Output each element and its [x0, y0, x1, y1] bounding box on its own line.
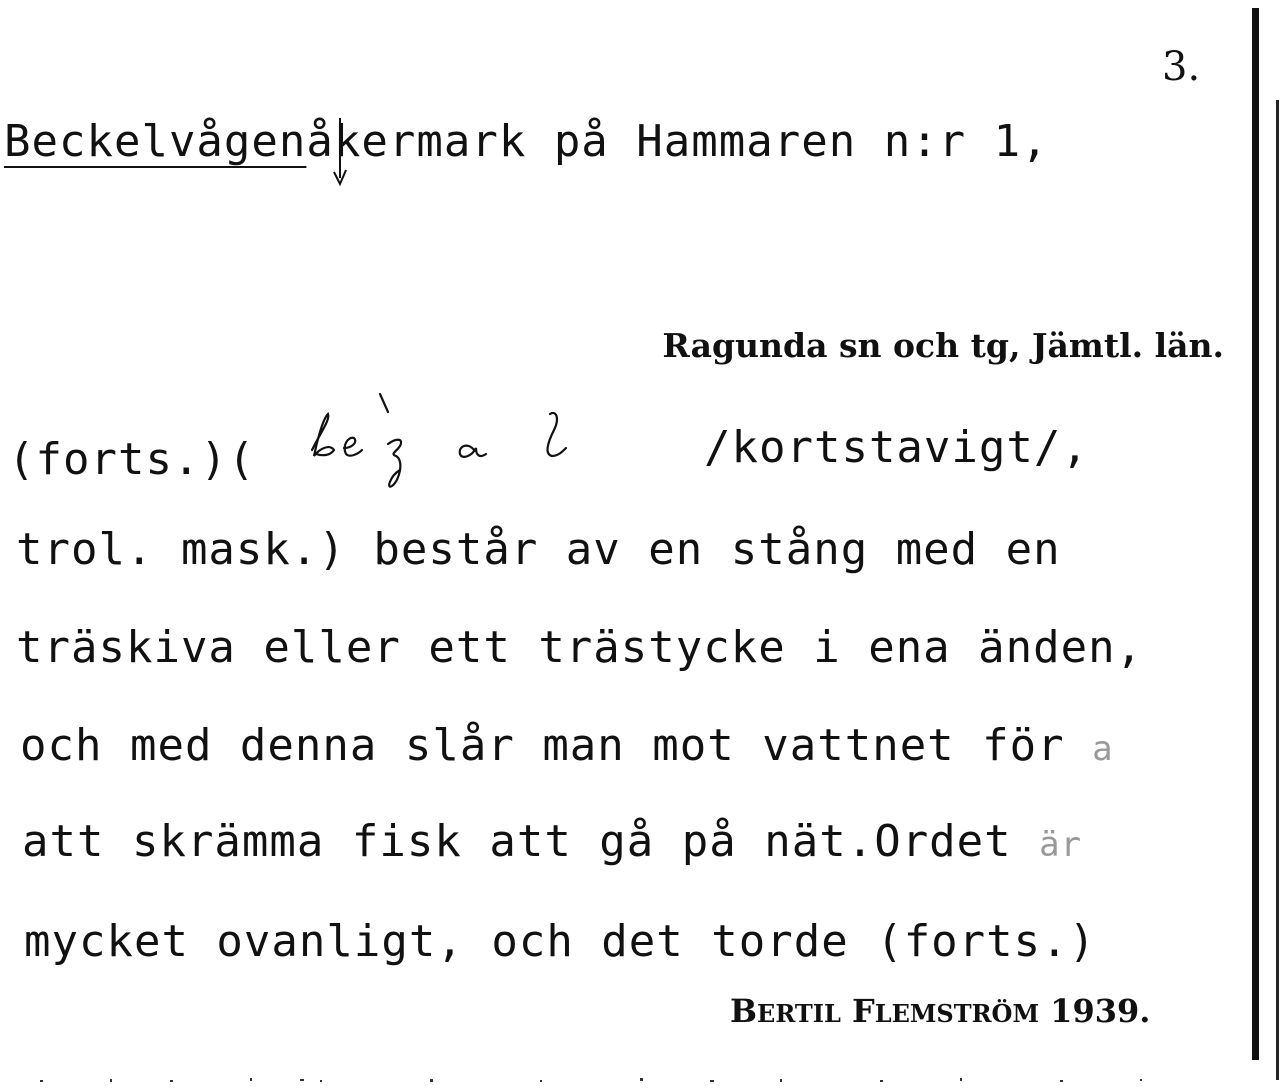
text-line-6: mycket ovanligt, och det torde (forts.): [24, 916, 1097, 967]
text-line-1-continued: /kortstavigt/,: [704, 422, 1089, 473]
text-line-5: [22, 816, 1083, 867]
handwritten-word: [304, 390, 594, 500]
text-line-4-faint-end: a: [1092, 729, 1114, 769]
insertion-caret-mark: [330, 112, 358, 192]
card-edge-line: [1252, 8, 1259, 1060]
text-line-4-main: och med denna slår man mot vattnet för: [20, 720, 1093, 771]
headword: Beckelvågen: [4, 116, 307, 167]
text-line-5-faint-end: är: [1039, 825, 1083, 865]
location-heading: Ragunda sn och tg, Jämtl. län.: [662, 326, 1224, 365]
card-number: 3.: [1162, 44, 1201, 90]
text-line-5-main: att skrämma fisk att gå på nät.Ordet: [22, 816, 1040, 867]
scan-noise: [20, 1074, 1240, 1086]
signature: BERTIL FLEMSTRÖM 1939.: [730, 992, 1151, 1030]
text-line-3: träskiva eller ett trästycke i ena änden,: [16, 622, 1144, 673]
headword-line: [4, 116, 1049, 167]
text-line-4: [20, 720, 1114, 771]
text-line-1: (forts.)(: [8, 434, 256, 485]
headword-description: åkermark på Hammaren n:r 1,: [306, 116, 1049, 167]
text-line-2: trol. mask.) består av en stång med en: [16, 524, 1061, 575]
card-edge-shadow-line: [1276, 100, 1279, 1080]
